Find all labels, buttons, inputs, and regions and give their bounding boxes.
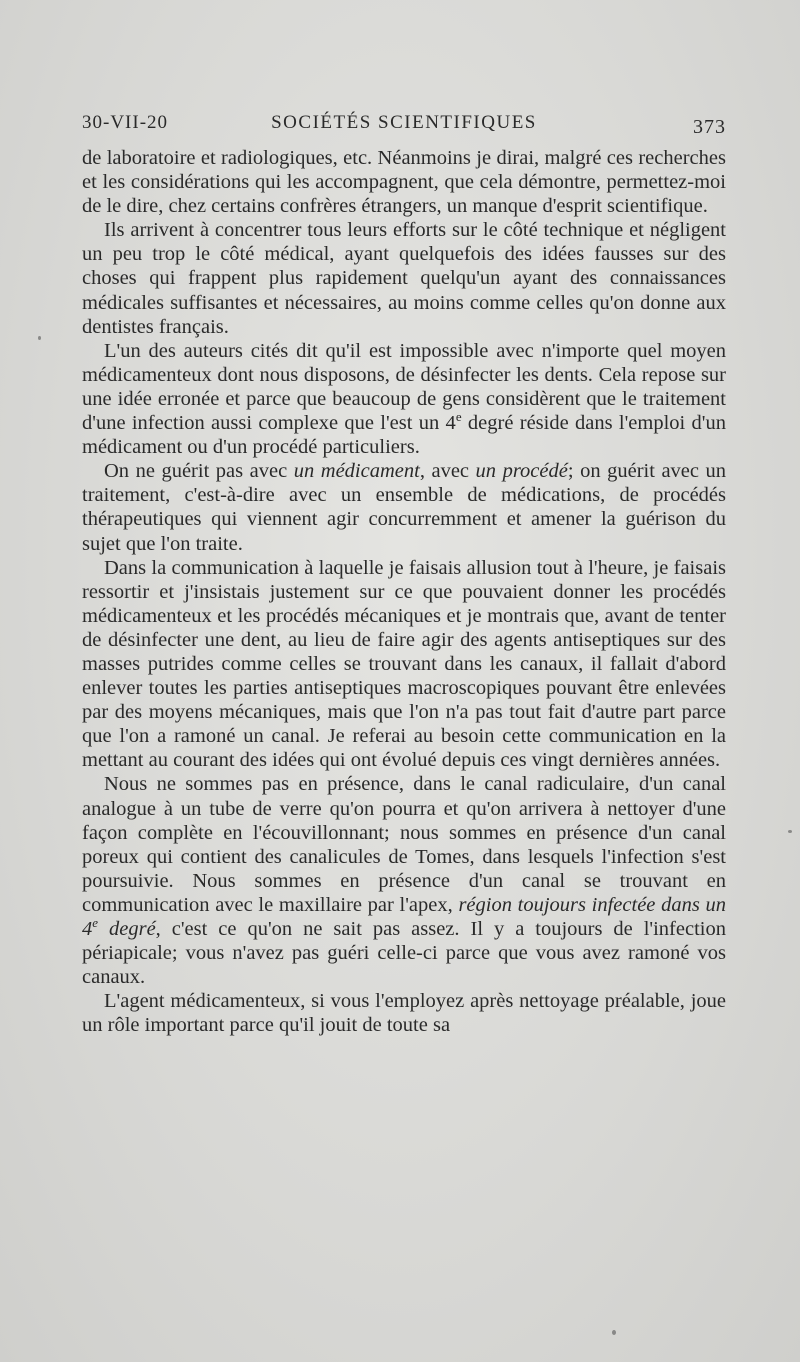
paper-speck: [612, 1330, 616, 1335]
body-text: [82, 146, 726, 1037]
paragraph: On ne guérit pas avec un médicament, avec un procédé; on guérit avec un traitement, c'est-à-dire avec un ensemble de médications, de procédés thérapeutiques qui viennent agir concurremment et amener la guérison du sujet que l'on traite.: [82, 460, 727, 555]
page-number: 373: [693, 116, 726, 138]
section-title: SOCIÉTÉS SCIENTIFIQUES: [271, 112, 537, 133]
paper-speck: [38, 336, 41, 340]
paper-speck: [788, 830, 792, 833]
paragraph: de laboratoire et radiologiques, etc. Néanmoins je dirai, malgré ces recherches et les considérations qui les accompagnent, que cela démontre, permettez-moi de le dire, chez certains confrères étrangers, un manque d'esprit scientifique.: [82, 147, 726, 218]
paragraph: L'un des auteurs cités dit qu'il est impossible avec n'importe quel moyen médicamenteux dont nous disposons, de désinfecter les dents. Cela repose sur une idée erronée et parce que beaucoup de gens considèrent que le traitement d'une infection aussi complexe que l'est un 4e degré réside dans l'emploi d'un médicament ou d'un procédé particuliers.: [82, 339, 726, 459]
paragraph: Dans la communication à laquelle je faisais allusion tout à l'heure, je faisais ressortir et j'insistais justement sur ce que pouvaient donner les procédés médicamenteux et les procédés mécaniques et je montrais que, avant de tenter de désinfecter une dent, au lieu de faire agir des agents antiseptiques sur des masses putrides comme celles se trouvant dans les canaux, il fallait d'abord enlever toutes les parties antiseptiques macroscopiques pouvant être enlevées par des moyens mécaniques, mais que l'on n'a pas tout fait d'autre part parce que l'on a ramoné un canal. Je referai au besoin cette communication en la mettant au courant des idées qui ont évolué depuis ces vingt dernières années.: [82, 556, 726, 772]
paragraph: Nous ne sommes pas en présence, dans le canal radiculaire, d'un canal analogue à un tube de verre qu'on pourra et qu'on arrivera à nettoyer d'une façon complète en l'écouvillonnant; nous sommes en présence d'un canal poreux qui contient des canalicules de Tomes, dans lesquels l'infection s'est poursuivie. Nous sommes en présence d'un canal se trouvant en communication avec le maxillaire par l'apex, région toujours infectée dans un 4e degré, c'est ce qu'on ne sait pas assez. Il y a toujours de l'infection périapicale; vous n'avez pas guéri celle-ci parce que vous avez ramoné vos canaux.: [82, 773, 726, 989]
issue-date: 30-VII-20: [82, 112, 169, 133]
paragraph: L'agent médicamenteux, si vous l'employez après nettoyage préalable, joue un rôle important parce qu'il jouit de toute sa: [82, 990, 726, 1037]
paragraph: Ils arrivent à concentrer tous leurs efforts sur le côté technique et négligent un peu trop le côté médical, ayant quelquefois des idées fausses sur des choses qui frappent plus rapidement quelqu'un ayant des connaissances médicales suffisantes et nécessaires, au moins comme celles qu'on donne aux dentistes français.: [82, 219, 726, 338]
running-header: [82, 112, 726, 142]
